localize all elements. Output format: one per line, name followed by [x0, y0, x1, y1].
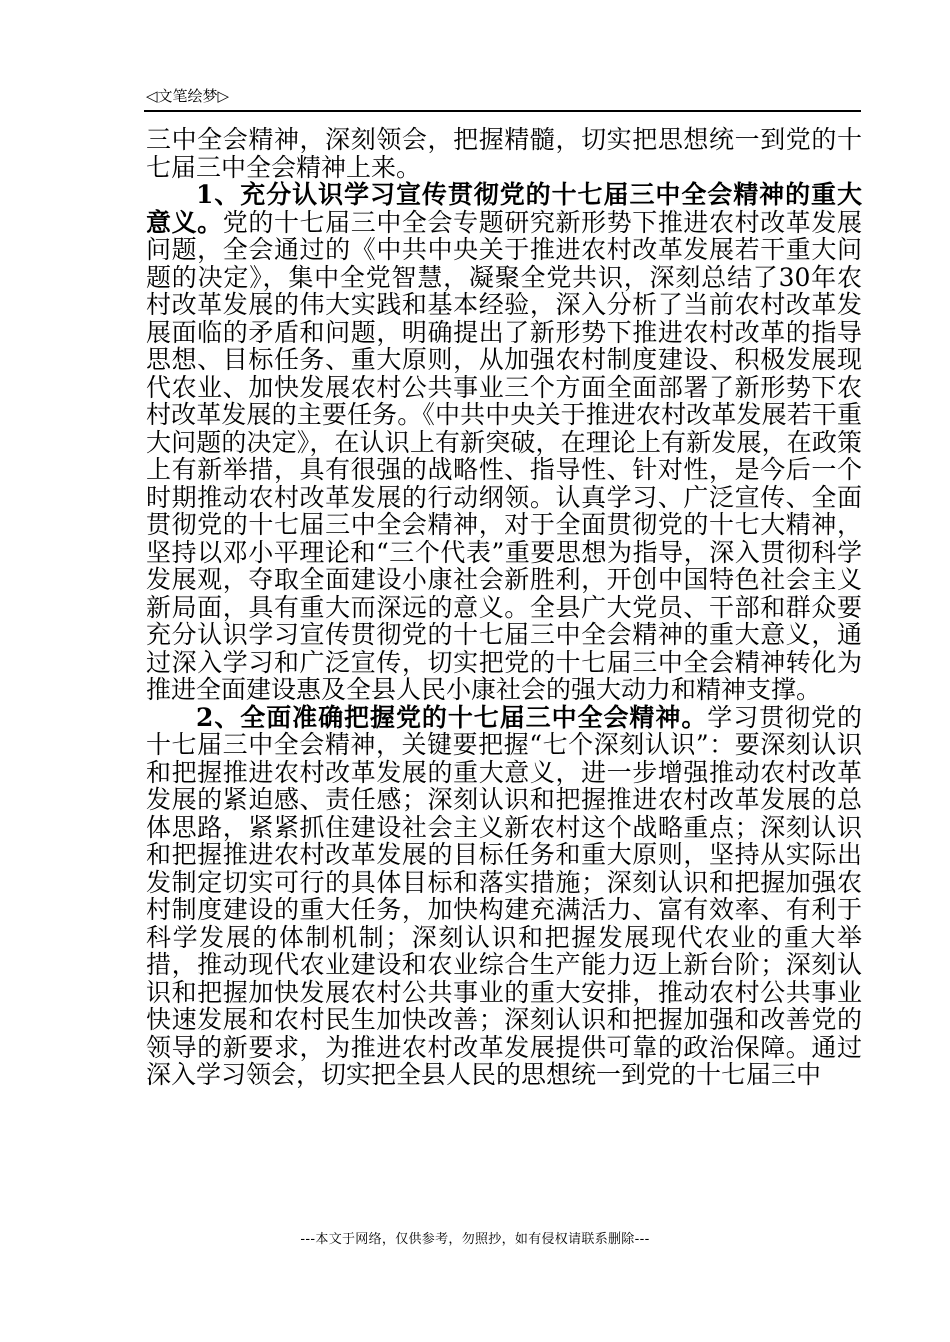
footer-disclaimer: ---本文于网络，仅供参考，勿照抄，如有侵权请联系删除--- — [300, 1232, 650, 1247]
paragraph-continuation — [146, 126, 862, 181]
section-2-heading: 2、全面准确把握党的十七届三中全会精神。 — [196, 702, 708, 732]
section-1-text: 党的十七届三中全会专题研究新形势下推进农村改革发展问题，全会通过的《中共中央关于推进农村改革发展若干重大问题的决定》，集中全党智慧，凝聚全党共识，深刻总结了30年农村改革发展的伟大实践和基本经验，深入分析了当前农村改革发展面临的矛盾和问题，明确提出了新形势下推进农村改革的指导思想、目标任务、重大原则，从加强农村制度建设、积极发展现代农业、加快发展农村公共事业三个方面全面部署了新形势下农村改革发展的主要任务。《中共中央关于推进农村改革发展若干重大问题的决定》，在认识上有新突破，在理论上有新发展，在政策上有新举措，具有很强的战略性、指导性、针对性，是今后一个时期推动农村改革发展的行动纲领。认真学习、广泛宣传、全面贯彻党的十七届三中全会精神，对于全面贯彻党的十七大精神，坚持以邓小平理论和“三个代表”重要思想为指导，深入贯彻科学发展观，夺取全面建设小康社会新胜利，开创中国特色社会主义新局面，具有重大而深远的意义。全县广大党员、干部和群众要充分认识学习宣传贯彻党的十七届三中全会精神的重大意义，通过深入学习和广泛宣传，切实把党的十七届三中全会精神转化为推进全面建设惠及全县人民小康社会的强大动力和精神支撑。 — [146, 207, 862, 704]
paragraph-section-2 — [146, 704, 862, 1089]
header-logo-text: ◁文笔绘梦▷ — [146, 87, 230, 105]
header-divider — [144, 110, 861, 112]
paragraph-section-1 — [146, 181, 862, 704]
section-2-text: 学习贯彻党的十七届三中全会精神，关键要把握“七个深刻认识”：要深刻认识和把握推进农村改革发展的重大意义，进一步增强推动农村改革发展的紧迫感、责任感；深刻认识和把握推进农村改革发展的总体思路，紧紧抓住建设社会主义新农村这个战略重点；深刻认识和把握推进农村改革发展的目标任务和重大原则，坚持从实际出发制定切实可行的具体目标和落实措施；深刻认识和把握加强农村制度建设的重大任务，加快构建充满活力、富有效率、有利于科学发展的体制机制；深刻认识和把握发展现代农业的重大举措，推动现代农业建设和农业综合生产能力迈上新台阶；深刻认识和把握加快发展农村公共事业的重大安排，推动农村公共事业快速发展和农村民生加快改善；深刻认识和把握加强和改善党的领导的新要求，为推进农村改革发展提供可靠的政治保障。通过深入学习领会，切实把全县人民的思想统一到党的十七届三中 — [146, 702, 862, 1089]
section-1-heading: 1、充分认识学习宣传贯彻党的十七届三中全会精神的重大意义。 — [146, 180, 862, 237]
paragraph-text: 三中全会精神，深刻领会，把握精髓，切实把思想统一到党的十七届三中全会精神上来。 — [146, 125, 862, 182]
document-body — [146, 126, 862, 1089]
